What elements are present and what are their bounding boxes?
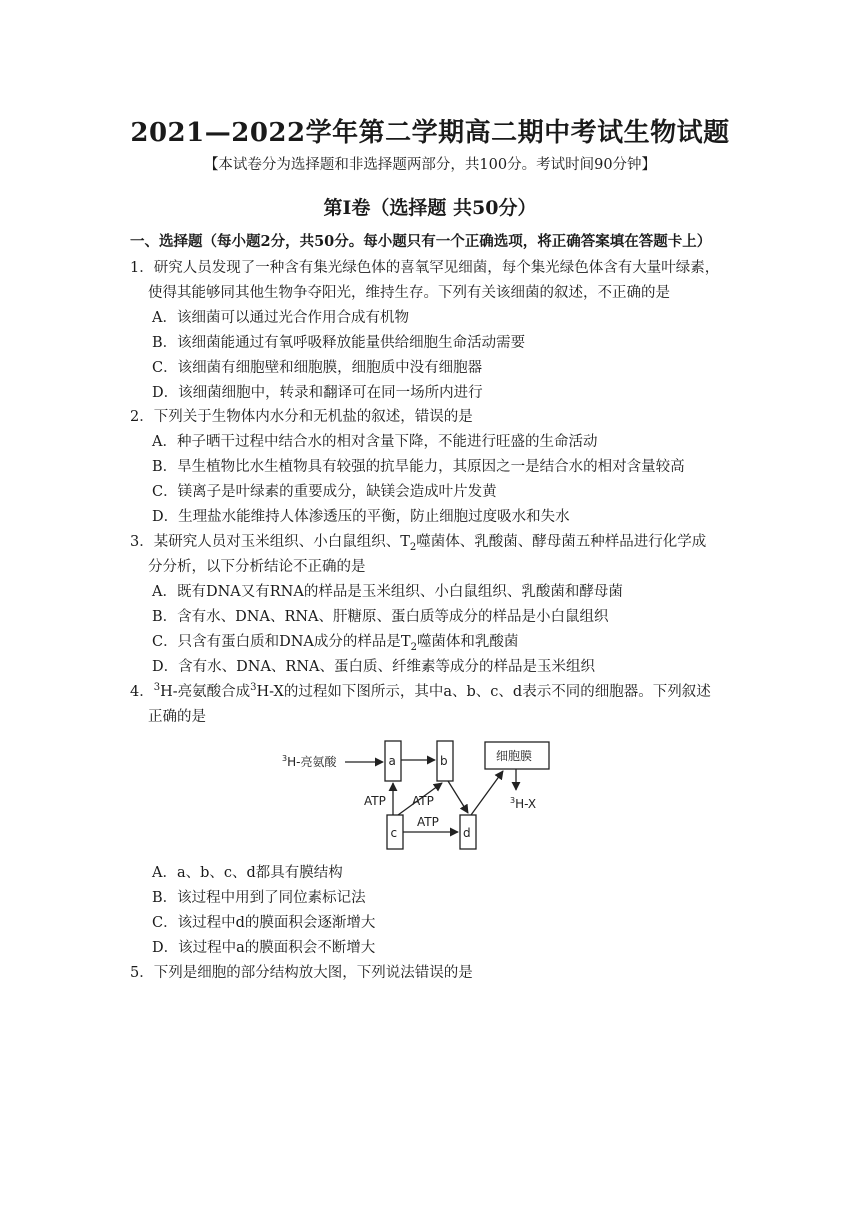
arrow-b-to-d (448, 781, 468, 813)
organelle-flow-diagram (270, 733, 570, 853)
q3-option-b: B．含有水、DNA、RNA、肝糖原、蛋白质等成分的样品是小白鼠组织 (152, 609, 609, 625)
q1-option-b: B．该细菌能通过有氧呼吸释放能量供给细胞生命活动需要 (152, 335, 526, 351)
node-c-label: c (390, 826, 398, 840)
q2-option-b: B．旱生植物比水生植物具有较强的抗旱能力，其原因之一是结合水的相对含量较高 (152, 459, 685, 475)
q2-option-c: C．镁离子是叶绿素的重要成分，缺镁会造成叶片发黄 (152, 484, 497, 500)
q4-option-d: D．该过程中a的膜面积会不断增大 (152, 940, 376, 956)
q1-stem-line2: 使得其能够同其他生物争夺阳光，维持生存。下列有关该细菌的叙述，不正确的是 (148, 285, 670, 301)
q2-option-d: D．生理盐水能维持人体渗透压的平衡，防止细胞过度吸水和失水 (152, 509, 570, 525)
output-label: $^3$H-X (510, 796, 537, 811)
q4-stem-line1: 4．$^3$H-亮氨酸合成$^3$H-X的过程如下图所示，其中a、b、c、d表示不同的细胞器。下列叙述 (130, 682, 711, 700)
q1-stem-line1: 1．研究人员发现了一种含有集光绿色体的喜氧罕见细菌，每个集光绿色体含有大量叶绿素， (130, 260, 720, 276)
q3-option-d: D．含有水、DNA、RNA、蛋白质、纤维素等成分的样品是玉米组织 (152, 659, 595, 675)
q4-option-b: B．该过程中用到了同位素标记法 (152, 890, 366, 906)
q1-option-c: C．该细菌有细胞壁和细胞膜，细胞质中没有细胞器 (152, 360, 483, 376)
part-heading: 一、选择题（每小题2分，共50分。每小题只有一个正确选项，将正确答案填在答题卡上） (130, 233, 712, 250)
arrow-d-to-membrane (471, 771, 503, 815)
q4-option-a: A．a、b、c、d都具有膜结构 (152, 865, 343, 881)
q3-option-a: A．既有DNA又有RNA的样品是玉米组织、小白鼠组织、乳酸菌和酵母菌 (152, 584, 623, 600)
q1-option-d: D．该细菌细胞中，转录和翻译可在同一场所内进行 (152, 385, 483, 401)
node-b-label: b (440, 754, 448, 768)
input-label: $^3$H-亮氨酸 (282, 754, 337, 769)
atp-label-2: ATP (412, 794, 434, 808)
q2-stem: 2．下列关于生物体内水分和无机盐的叙述，错误的是 (130, 409, 473, 425)
exam-subtitle: 【本试卷分为选择题和非选择题两部分，共100分。考试时间90分钟】 (203, 157, 657, 173)
atp-label-1: ATP (364, 794, 386, 808)
q1-option-a: A．该细菌可以通过光合作用合成有机物 (152, 310, 409, 326)
q5-stem: 5．下列是细胞的部分结构放大图，下列说法错误的是 (130, 965, 473, 981)
q2-option-a: A．种子晒干过程中结合水的相对含量下降，不能进行旺盛的生命活动 (152, 434, 598, 450)
q3-option-c: C．只含有蛋白质和DNA成分的样品是$T_2$噬菌体和乳酸菌 (152, 634, 519, 653)
node-d-label: d (463, 826, 471, 840)
q3-stem-line2: 分分析，以下分析结论不正确的是 (148, 559, 366, 575)
atp-label-3: ATP (417, 815, 439, 829)
exam-title: 2021—2022学年第二学期高二期中考试生物试题 (130, 118, 730, 148)
node-membrane-label: 细胞膜 (496, 749, 533, 763)
q4-stem-line2: 正确的是 (148, 709, 206, 725)
q4-option-c: C．该过程中d的膜面积会逐渐增大 (152, 915, 376, 931)
q3-stem-line1: 3．某研究人员对玉米组织、小白鼠组织、$T_2$噬菌体、乳酸菌、酵母菌五种样品进行化学成 (130, 534, 707, 553)
node-a-label: a (388, 754, 396, 768)
section-heading: 第Ⅰ卷（选择题 共50分） (323, 197, 537, 219)
